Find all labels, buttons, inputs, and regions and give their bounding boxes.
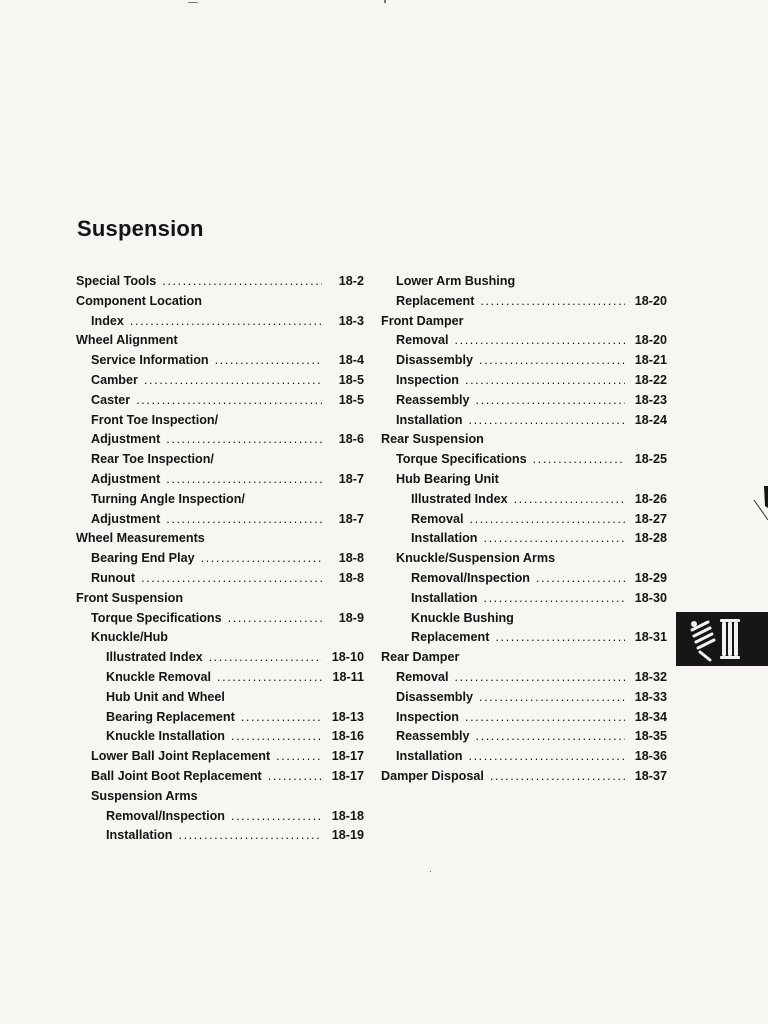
dot-leader (141, 571, 322, 585)
toc-entry-page: 18-35 (634, 729, 667, 744)
toc-entry-page: 18-17 (331, 749, 364, 764)
dot-leader (276, 749, 322, 763)
toc-entry-page: 18-13 (331, 709, 364, 724)
toc-entry-title: Camber (91, 372, 138, 387)
dot-leader (166, 472, 322, 486)
dot-leader (178, 828, 322, 842)
dot-leader (166, 432, 322, 446)
toc-entry-title: Front Suspension (76, 590, 184, 605)
toc-entry[interactable] (76, 512, 364, 532)
toc-entry-page: 18-20 (634, 293, 667, 308)
toc-entry-title: Reassembly (396, 729, 470, 744)
dot-leader (455, 670, 626, 684)
toc-entry-page: 18-22 (634, 372, 667, 387)
toc-entry[interactable] (381, 294, 667, 314)
toc-entry[interactable] (76, 828, 364, 848)
toc-entry[interactable] (76, 789, 364, 809)
toc-entry-title: Removal (396, 669, 449, 684)
toc-entry[interactable] (76, 492, 364, 512)
dot-leader (483, 591, 625, 605)
toc-entry-title: Disassembly (396, 689, 474, 704)
toc-entry-page: 18-33 (634, 689, 667, 704)
toc-entry[interactable] (76, 769, 364, 789)
toc-entry-title: Replacement (396, 293, 475, 308)
toc-entry[interactable] (76, 333, 364, 353)
dot-leader (228, 611, 322, 625)
toc-entry[interactable] (381, 373, 667, 393)
toc-entry-page: 18-6 (338, 432, 364, 447)
toc-entry-title: Removal/Inspection (106, 808, 225, 823)
toc-entry-title: Rear Suspension (381, 432, 484, 447)
toc-column-right (381, 274, 667, 789)
dot-leader (201, 551, 322, 565)
toc-entry-page: 18-29 (634, 570, 667, 585)
toc-entry-page: 18-19 (331, 828, 364, 843)
toc-entry-page: 18-30 (634, 590, 667, 605)
toc-entry[interactable] (76, 551, 364, 571)
scan-speck (384, 0, 386, 3)
toc-entry[interactable] (381, 571, 667, 591)
toc-entry-title: Damper Disposal (381, 768, 484, 783)
toc-entry-title: Hub Unit and Wheel (106, 689, 225, 704)
toc-entry-title: Hub Bearing Unit (396, 471, 499, 486)
toc-entry[interactable] (381, 333, 667, 353)
toc-entry-page: 18-17 (331, 768, 364, 783)
toc-entry-page: 18-3 (338, 313, 364, 328)
toc-entry[interactable] (76, 571, 364, 591)
toc-entry-title: Knuckle Removal (106, 669, 211, 684)
toc-entry[interactable] (381, 611, 667, 631)
toc-entry-page: 18-24 (634, 412, 667, 427)
toc-entry-title: Bearing Replacement (106, 709, 235, 724)
dot-leader (231, 809, 322, 823)
toc-entry[interactable] (76, 531, 364, 551)
dot-leader (490, 769, 625, 783)
toc-entry[interactable] (76, 710, 364, 730)
toc-entry[interactable] (76, 809, 364, 829)
toc-entry-page: 18-7 (338, 471, 364, 486)
toc-entry-title: Adjustment (91, 511, 161, 526)
toc-entry-title: Lower Arm Bushing (396, 274, 516, 288)
toc-entry[interactable] (381, 314, 667, 334)
dot-leader (468, 749, 625, 763)
toc-entry-page: 18-23 (634, 392, 667, 407)
toc-entry[interactable] (76, 472, 364, 492)
toc-entry-title: Front Toe Inspection/ (91, 412, 219, 427)
toc-entry-title: Installation (396, 412, 463, 427)
toc-entry-page: 18-26 (634, 491, 667, 506)
toc-entry-page: 18-32 (634, 669, 667, 684)
toc-entry-page: 18-18 (331, 808, 364, 823)
toc-entry-title: Removal (396, 333, 449, 348)
toc-column-left (76, 274, 364, 848)
toc-entry[interactable] (381, 551, 667, 571)
dot-leader (536, 571, 625, 585)
dot-leader (455, 333, 626, 347)
scan-speck (430, 871, 431, 872)
toc-entry-title: Disassembly (396, 353, 474, 368)
dot-leader (268, 769, 322, 783)
dot-leader (465, 710, 625, 724)
toc-entry-title: Front Damper (381, 313, 464, 328)
toc-entry-page: 18-7 (338, 511, 364, 526)
toc-entry-title: Special Tools (76, 274, 157, 288)
toc-entry-page: 18-5 (338, 392, 364, 407)
toc-entry-page: 18-27 (634, 511, 667, 526)
toc-entry[interactable] (76, 729, 364, 749)
toc-entry[interactable] (381, 749, 667, 769)
toc-entry[interactable] (76, 274, 364, 294)
toc-entry-title: Index (91, 313, 124, 328)
toc-entry[interactable] (381, 274, 667, 294)
toc-entry-page: 18-36 (634, 749, 667, 764)
toc-entry-page: 18-31 (634, 630, 667, 645)
toc-entry[interactable] (76, 611, 364, 631)
toc-entry[interactable] (76, 690, 364, 710)
toc-entry-page: 18-37 (634, 768, 667, 783)
dot-leader (215, 353, 322, 367)
dot-leader (162, 274, 322, 288)
dot-leader (476, 393, 625, 407)
toc-entry-title: Wheel Measurements (76, 531, 205, 546)
page-title: Suspension (77, 216, 204, 241)
toc-entry-page: 18-5 (338, 372, 364, 387)
dot-leader (483, 531, 625, 545)
toc-entry-title: Knuckle Bushing (411, 610, 514, 625)
toc-entry[interactable] (381, 591, 667, 611)
dot-leader (476, 729, 625, 743)
toc-entry-page: 18-9 (338, 610, 364, 625)
dot-leader (470, 512, 626, 526)
toc-entry[interactable] (76, 432, 364, 452)
toc-entry[interactable] (76, 650, 364, 670)
dot-leader (533, 452, 625, 466)
toc-entry-title: Installation (411, 531, 478, 546)
toc-entry-title: Adjustment (91, 471, 161, 486)
toc-entry-page: 18-28 (634, 531, 667, 546)
toc-entry-title: Bearing End Play (91, 551, 195, 566)
toc-entry[interactable] (76, 591, 364, 611)
toc-entry[interactable] (381, 393, 667, 413)
toc-entry-title: Installation (106, 828, 173, 843)
toc-entry-title: Rear Damper (381, 650, 460, 665)
toc-entry[interactable] (76, 353, 364, 373)
section-tab[interactable] (676, 612, 768, 666)
edge-mark (752, 486, 768, 526)
toc-entry[interactable] (76, 314, 364, 334)
toc-entry-page: 18-16 (331, 729, 364, 744)
toc-entry[interactable] (76, 294, 364, 314)
dot-leader (514, 492, 625, 506)
dot-leader (130, 314, 322, 328)
toc-entry-title: Installation (396, 749, 463, 764)
toc-entry[interactable] (381, 710, 667, 730)
toc-entry[interactable] (381, 353, 667, 373)
scan-speck (188, 2, 198, 3)
toc-entry[interactable] (381, 690, 667, 710)
toc-entry[interactable] (381, 472, 667, 492)
toc-entry[interactable] (381, 769, 667, 789)
toc-entry-title: Service Information (91, 353, 209, 368)
dot-leader (241, 710, 322, 724)
toc-entry-page: 18-8 (338, 551, 364, 566)
toc-entry-page: 18-4 (338, 353, 364, 368)
toc-entry-title: Caster (91, 392, 131, 407)
toc-entry-title: Reassembly (396, 392, 470, 407)
toc-entry-title: Installation (411, 590, 478, 605)
dot-leader (465, 373, 625, 387)
toc-entry[interactable] (381, 492, 667, 512)
toc-entry[interactable] (381, 531, 667, 551)
toc-entry-title: Adjustment (91, 432, 161, 447)
toc-entry-page: 18-8 (338, 570, 364, 585)
toc-entry-title: Illustrated Index (411, 491, 508, 506)
toc-entry-page: 18-11 (332, 669, 364, 684)
toc-entry[interactable] (381, 413, 667, 433)
toc-entry[interactable] (381, 452, 667, 472)
dot-leader (479, 353, 625, 367)
toc-entry-title: Wheel Alignment (76, 333, 178, 348)
toc-entry-page: 18-34 (634, 709, 667, 724)
toc-entry[interactable] (381, 512, 667, 532)
toc-entry[interactable] (76, 393, 364, 413)
dot-leader (136, 393, 322, 407)
dot-leader (217, 670, 322, 684)
toc-entry-title: Removal/Inspection (411, 570, 530, 585)
toc-entry[interactable] (381, 432, 667, 452)
dot-leader (468, 413, 625, 427)
toc-entry-page: 18-2 (338, 274, 364, 288)
toc-entry-title: Ball Joint Boot Replacement (91, 768, 262, 783)
toc-entry-title: Removal (411, 511, 464, 526)
toc-entry[interactable] (381, 670, 667, 690)
toc-entry-title: Turning Angle Inspection/ (91, 491, 245, 506)
toc-entry-title: Illustrated Index (106, 650, 203, 665)
dot-leader (479, 690, 625, 704)
toc-entry-page: 18-21 (634, 353, 667, 368)
toc-entry-title: Inspection (396, 709, 459, 724)
shock-absorber-icon (686, 616, 746, 662)
toc-entry-title: Lower Ball Joint Replacement (91, 749, 271, 764)
toc-entry-page: 18-25 (634, 452, 667, 467)
toc-entry[interactable] (76, 452, 364, 472)
toc-entry-page: 18-20 (634, 333, 667, 348)
toc-entry-title: Inspection (396, 372, 459, 387)
toc-entry-title: Knuckle Installation (106, 729, 225, 744)
toc-entry[interactable] (76, 373, 364, 393)
toc-entry-title: Rear Toe Inspection/ (91, 452, 214, 467)
toc-entry-title: Suspension Arms (91, 788, 198, 803)
toc-entry-title: Torque Specifications (396, 452, 527, 467)
dot-leader (144, 373, 322, 387)
toc-entry[interactable] (76, 630, 364, 650)
toc-entry-title: Knuckle/Hub (91, 630, 168, 645)
dot-leader (495, 630, 625, 644)
toc-entry[interactable] (381, 650, 667, 670)
toc-entry-page: 18-10 (331, 650, 364, 665)
dot-leader (480, 294, 625, 308)
toc-entry-title: Torque Specifications (91, 610, 222, 625)
toc-entry[interactable] (381, 729, 667, 749)
toc-entry[interactable] (76, 749, 364, 769)
toc-entry-title: Knuckle/Suspension Arms (396, 551, 556, 566)
toc-entry-title: Component Location (76, 293, 202, 308)
toc-entry[interactable] (76, 670, 364, 690)
toc-entry[interactable] (76, 413, 364, 433)
dot-leader (166, 512, 322, 526)
toc-entry[interactable] (381, 630, 667, 650)
toc-entry-title: Replacement (411, 630, 490, 645)
toc-entry-title: Runout (91, 570, 136, 585)
dot-leader (209, 650, 322, 664)
dot-leader (231, 729, 322, 743)
